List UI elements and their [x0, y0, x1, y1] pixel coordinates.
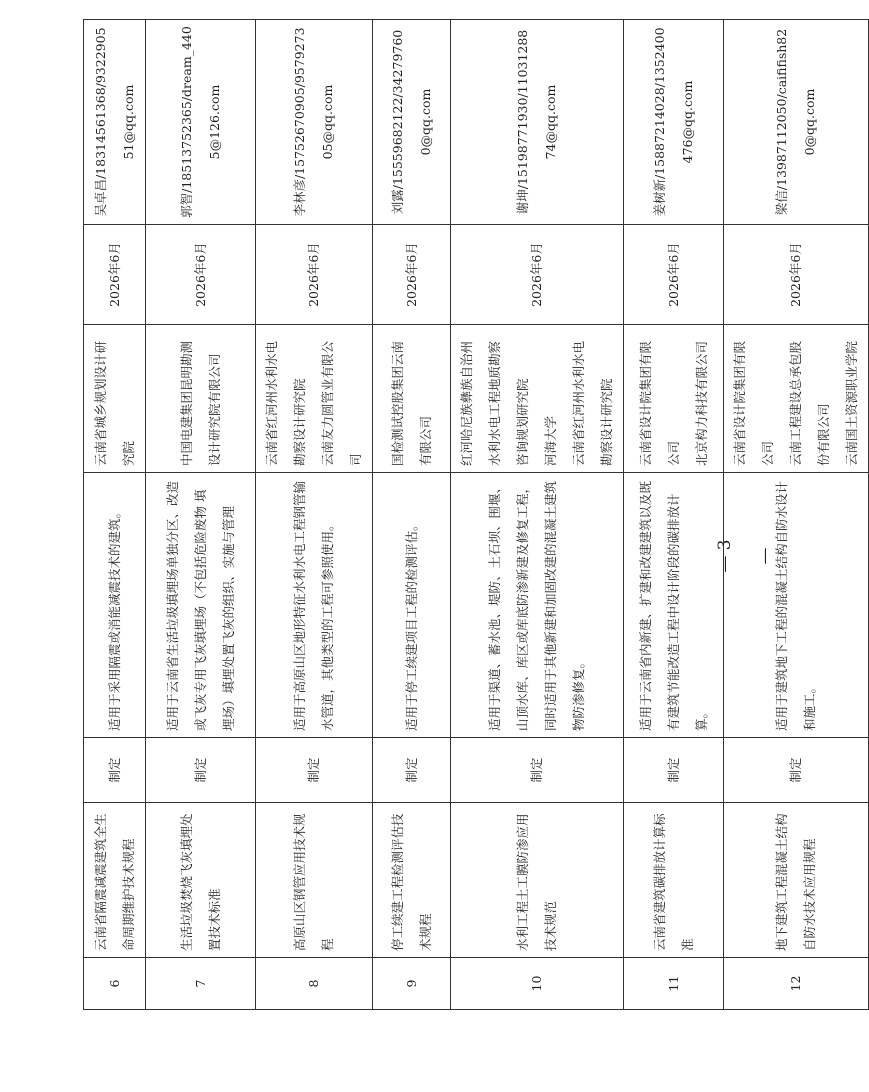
standard-name-cell: 高原山区钢管应用技术规程	[256, 803, 373, 958]
table-row	[256, 20, 373, 1010]
scope-cell: 适用于建筑地下工程的混凝土结构自防水设计和施工。	[724, 473, 869, 738]
row-number-cell: 8	[256, 958, 373, 1010]
unit-name: 云南省红河州水利水电勘察设计研究院	[264, 340, 307, 466]
row-number-cell: 10	[451, 958, 624, 1010]
contact-cell: 李林彦/15752670905/957927305@qq.com	[256, 20, 373, 225]
contact-cell: 刘露/15559682122/342797600@qq.com	[373, 20, 451, 225]
contact-cell: 姜树新/15887214028/1352400476@qq.com	[624, 20, 724, 225]
standard-name-cell: 生活垃圾焚烧飞灰填埋处置技术标准	[146, 803, 256, 958]
row-number-cell: 9	[373, 958, 451, 1010]
table-row	[373, 20, 451, 1010]
unit-name: 云南省城乡规划设计研究院	[92, 340, 136, 466]
scope-cell: 适用于采用隔震或消能减震技术的建筑。	[84, 473, 146, 738]
scope-cell: 适用于渠道、蓄水池、堤防、土石坝、围堰、山顶水库、库区或库底防渗新建及修复工程，同时适用于其他新建和加固改建的混凝土建筑物防渗修复。	[451, 473, 624, 738]
unit-cell	[256, 325, 373, 473]
unit-name: 云南省设计院集团有限公司	[732, 340, 775, 466]
contact-cell: 吴卓昌/18314561368/932290551@qq.com	[84, 20, 146, 225]
row-number-cell: 6	[84, 958, 146, 1010]
row-number-cell: 12	[724, 958, 869, 1010]
type-cell: 制定	[256, 738, 373, 803]
contact-cell: 谢坤/15198771930/1103128874@qq.com	[451, 20, 624, 225]
unit-name: 云南省设计院集团有限公司	[637, 340, 681, 466]
scope-cell: 适用于云南省生活垃圾填埋场单独分区、改造或飞灰专用飞灰填埋场（不包括危险废物 填埋场）填埋处置飞灰的组织、实施与管理	[146, 473, 256, 738]
unit-name: 国检测试控股集团云南有限公司	[389, 340, 433, 466]
date-cell: 2026年6月	[256, 225, 373, 325]
standard-name-cell: 云南省建筑碳排放计算标准	[624, 803, 724, 958]
unit-cell	[146, 325, 256, 473]
type-cell: 制定	[624, 738, 724, 803]
unit-cell	[624, 325, 724, 473]
type-cell: 制定	[451, 738, 624, 803]
unit-name: 云南省红河州水利水电勘察设计研究院	[571, 340, 614, 466]
row-number-cell: 7	[146, 958, 256, 1010]
date-cell: 2026年6月	[451, 225, 624, 325]
unit-name: 河海大学	[543, 415, 558, 466]
table-row	[724, 20, 869, 1010]
unit-name: 红河哈尼族彝族自治州水利水电工程地质勘察咨询规划研究院	[459, 340, 530, 466]
date-cell: 2026年6月	[84, 225, 146, 325]
type-cell: 制定	[373, 738, 451, 803]
standard-name-cell: 停工续建工程检测评估技术规程	[373, 803, 451, 958]
contact-cell: 郭智/18513752365/dream_4405@126.com	[146, 20, 256, 225]
table-row	[451, 20, 624, 1010]
unit-cell	[373, 325, 451, 473]
unit-cell	[84, 325, 146, 473]
scope-cell: 适用于云南省内新建、扩建和改建建筑以及既有建筑节能改造工程中设计阶段的碳排放计算。	[624, 473, 724, 738]
date-cell: 2026年6月	[373, 225, 451, 325]
type-cell: 制定	[84, 738, 146, 803]
unit-cell	[451, 325, 624, 473]
standard-name-cell: 地下建筑工程混凝土结构自防水技术应用规程	[724, 803, 869, 958]
contact-cell: 梁信/13987112050/caififish820@qq.com	[724, 20, 869, 225]
date-cell: 2026年6月	[624, 225, 724, 325]
table-row	[624, 20, 724, 1010]
unit-name: 云南国土资源职业学院	[844, 340, 859, 466]
type-cell: 制定	[146, 738, 256, 803]
unit-cell	[724, 325, 869, 473]
table-row	[84, 20, 146, 1010]
standard-name-cell: 水利工程土工膜防渗应用技术规范	[451, 803, 624, 958]
scope-cell: 适用于停工续建项目工程的检测评估。	[373, 473, 451, 738]
date-cell: 2026年6月	[146, 225, 256, 325]
type-cell: 制定	[724, 738, 869, 803]
unit-name: 北京构力科技有限公司	[693, 340, 709, 466]
rotated-table-wrapper	[83, 20, 859, 1010]
table-row	[146, 20, 256, 1010]
unit-name: 中国电建集团昆明勘测设计研究院有限公司	[178, 340, 222, 466]
unit-name: 云南友力圆管业有限公司	[320, 340, 363, 466]
project-table	[83, 19, 869, 1010]
standard-name-cell: 云南省隔震减震建筑全生命周期维护技术规程	[84, 803, 146, 958]
unit-name: 云南工程建设总承包股份有限公司	[788, 340, 831, 466]
date-cell: 2026年6月	[724, 225, 869, 325]
row-number-cell: 11	[624, 958, 724, 1010]
scope-cell: 适用于高原山区地形特征水利水电工程钢管输水管道，其他类型的工程可参照使用。	[256, 473, 373, 738]
page-number: — 3 —	[715, 539, 775, 573]
